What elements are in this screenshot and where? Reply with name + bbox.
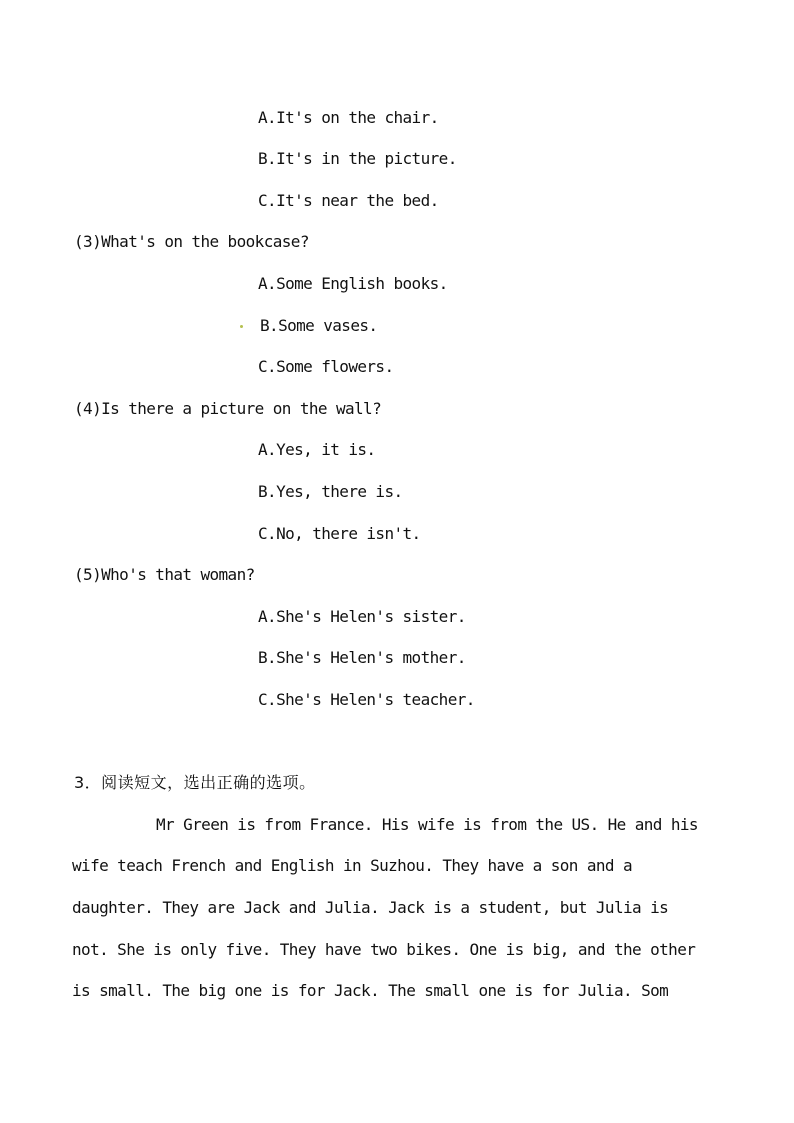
passage-line-1: Mr Green is from France. His wife is from the US. He and his bbox=[156, 815, 698, 834]
passage-line-3: daughter. They are Jack and Julia. Jack is a student, but Julia is bbox=[72, 898, 669, 917]
question-4: (4)Is there a picture on the wall? bbox=[74, 399, 382, 418]
q3-option-b: B.Some vases. bbox=[260, 316, 378, 335]
q4-option-a: A.Yes, it is. bbox=[258, 440, 376, 459]
q5-option-a: A.She's Helen's sister. bbox=[258, 607, 466, 626]
passage-line-5: is small. The big one is for Jack. The small one is for Julia. Som bbox=[72, 981, 669, 1000]
q5-option-b: B.She's Helen's mother. bbox=[258, 648, 466, 667]
stray-dot-mark bbox=[240, 325, 243, 328]
q5-option-c: C.She's Helen's teacher. bbox=[258, 690, 475, 709]
q4-option-c: C.No, there isn't. bbox=[258, 524, 421, 543]
passage-line-2: wife teach French and English in Suzhou. They have a son and a bbox=[72, 856, 633, 875]
q2-option-b: B.It's in the picture. bbox=[258, 149, 457, 168]
q2-option-c: C.It's near the bed. bbox=[258, 191, 439, 210]
passage-line-4: not. She is only five. They have two bikes. One is big, and the other bbox=[72, 940, 696, 959]
question-3: (3)What's on the bookcase? bbox=[74, 232, 309, 251]
q3-option-c: C.Some flowers. bbox=[258, 357, 394, 376]
section-3-heading: 3．阅读短文，选出正确的选项。 bbox=[74, 773, 316, 792]
q2-option-a: A.It's on the chair. bbox=[258, 108, 439, 127]
q4-option-b: B.Yes, there is. bbox=[258, 482, 403, 501]
question-5: (5)Who's that woman? bbox=[74, 565, 255, 584]
q3-option-a: A.Some English books. bbox=[258, 274, 448, 293]
